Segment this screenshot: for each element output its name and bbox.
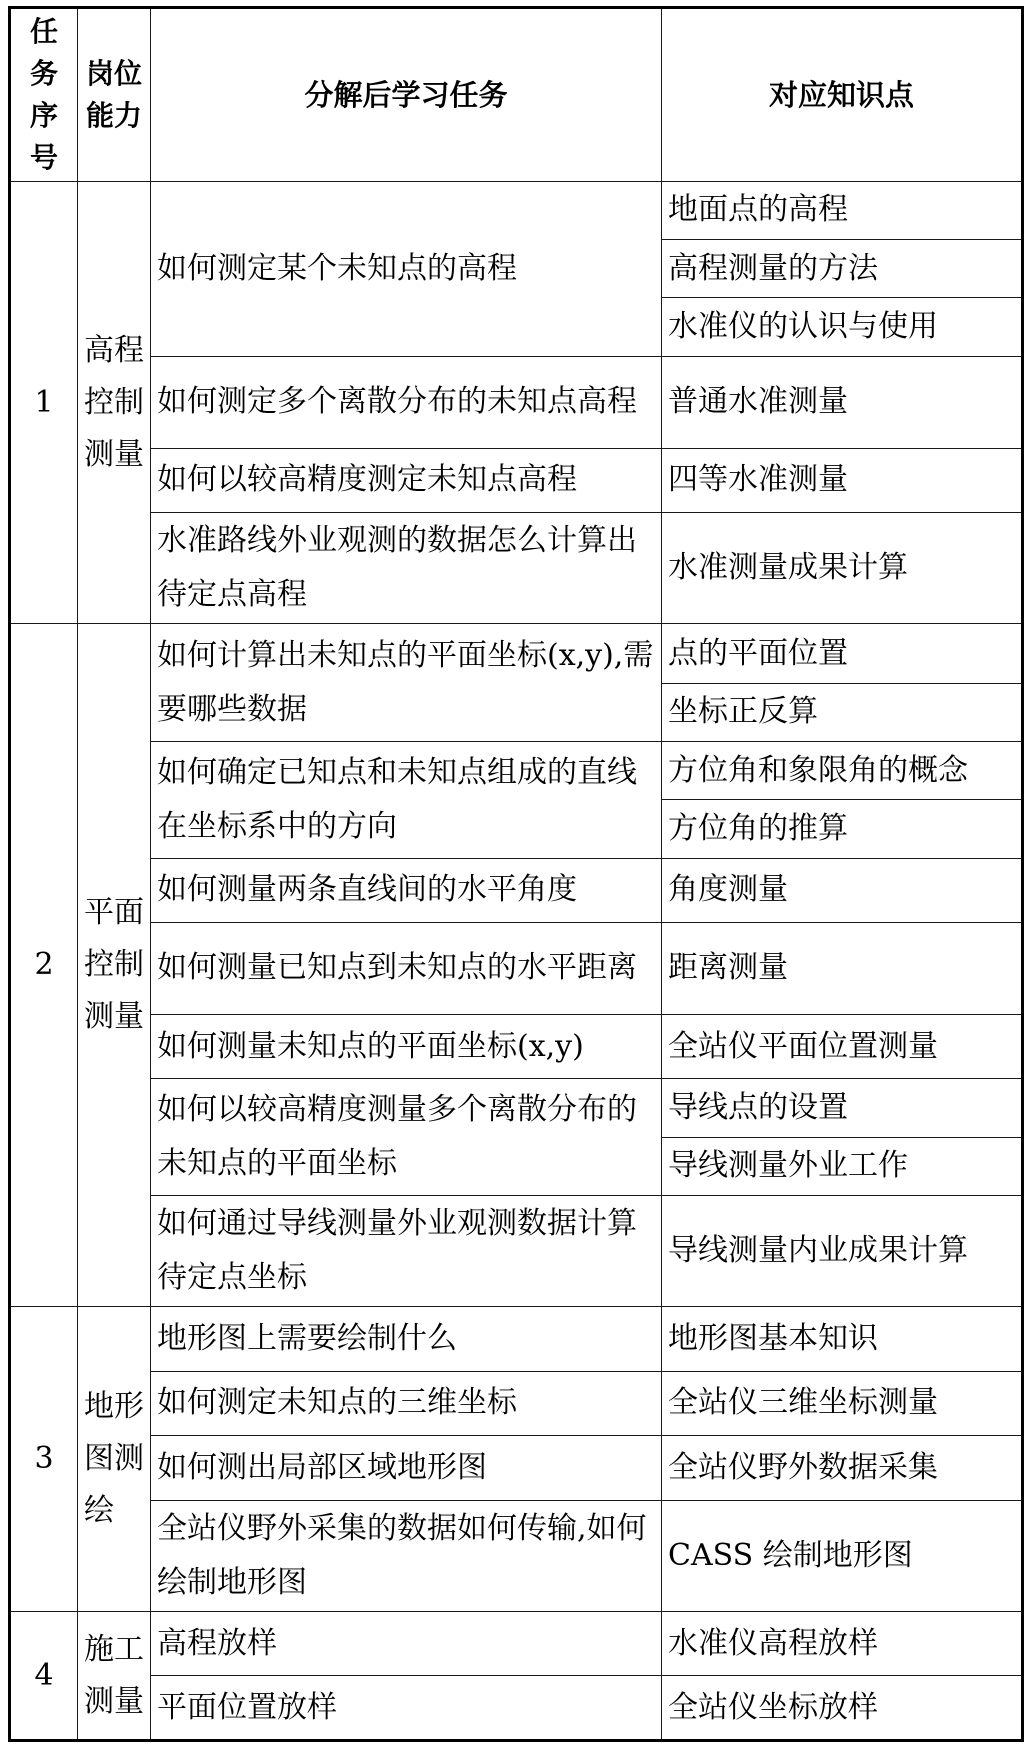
learning-task: 如何测定多个离散分布的未知点高程 <box>151 356 662 448</box>
job-ability-label: 地形图测绘 <box>84 1389 144 1529</box>
job-ability-label: 平面控制测量 <box>84 895 144 1035</box>
table-row <box>10 1195 1023 1306</box>
knowledge-point: 地面点的高程 <box>662 181 1023 239</box>
table-row <box>10 1612 1023 1676</box>
learning-task: 全站仪野外采集的数据如何传输,如何绘制地形图 <box>151 1500 662 1611</box>
knowledge-point: 方位角和象限角的概念 <box>662 742 1023 800</box>
table-row <box>10 356 1023 448</box>
header-knowledge: 对应知识点 <box>662 8 1023 182</box>
learning-task: 如何通过导线测量外业观测数据计算待定点坐标 <box>151 1195 662 1306</box>
learning-task: 如何测量两条直线间的水平角度 <box>151 858 662 922</box>
knowledge-point: 坐标正反算 <box>662 683 1023 741</box>
task-number: 3 <box>10 1307 78 1612</box>
table-row <box>10 858 1023 922</box>
knowledge-point: CASS 绘制地形图 <box>662 1500 1023 1611</box>
table-row <box>10 1307 1023 1371</box>
job-ability-label: 施工测量 <box>84 1631 144 1719</box>
knowledge-point: 导线测量内业成果计算 <box>662 1195 1023 1306</box>
header-ability: 岗位能力 <box>78 8 151 182</box>
task-number: 4 <box>10 1612 78 1741</box>
knowledge-point: 全站仪坐标放样 <box>662 1676 1023 1741</box>
knowledge-point: 全站仪三维坐标测量 <box>662 1371 1023 1435</box>
table-row <box>10 1436 1023 1500</box>
table-row <box>10 624 1023 683</box>
task-number: 2 <box>10 624 78 1307</box>
learning-task: 高程放样 <box>151 1612 662 1676</box>
knowledge-point: 全站仪野外数据采集 <box>662 1436 1023 1500</box>
table-row <box>10 1079 1023 1137</box>
learning-task: 如何测定某个未知点的高程 <box>151 181 662 356</box>
knowledge-point: 四等水准测量 <box>662 448 1023 512</box>
table-row <box>10 1676 1023 1741</box>
table-row <box>10 742 1023 800</box>
table-row <box>10 448 1023 512</box>
learning-task: 平面位置放样 <box>151 1676 662 1741</box>
learning-task: 如何确定已知点和未知点组成的直线在坐标系中的方向 <box>151 742 662 859</box>
learning-task: 如何计算出未知点的平面坐标(x,y),需要哪些数据 <box>151 624 662 742</box>
knowledge-point: 方位角的推算 <box>662 800 1023 858</box>
learning-task: 地形图上需要绘制什么 <box>151 1307 662 1371</box>
knowledge-point: 水准仪高程放样 <box>662 1612 1023 1676</box>
knowledge-point: 水准仪的认识与使用 <box>662 298 1023 356</box>
header-row <box>10 8 1023 182</box>
table-row <box>10 181 1023 239</box>
table-row <box>10 1500 1023 1611</box>
table-row <box>10 922 1023 1014</box>
learning-task: 如何测量未知点的平面坐标(x,y) <box>151 1014 662 1078</box>
job-ability <box>78 181 151 624</box>
task-knowledge-table <box>8 6 1024 1742</box>
knowledge-point: 点的平面位置 <box>662 624 1023 683</box>
job-ability-label: 高程控制测量 <box>84 332 144 472</box>
table-row <box>10 1014 1023 1078</box>
learning-task: 如何测定未知点的三维坐标 <box>151 1371 662 1435</box>
knowledge-point: 水准测量成果计算 <box>662 513 1023 624</box>
job-ability <box>78 1612 151 1741</box>
job-ability <box>78 1307 151 1612</box>
task-number: 1 <box>10 181 78 624</box>
learning-task: 如何测出局部区域地形图 <box>151 1436 662 1500</box>
knowledge-point: 角度测量 <box>662 858 1023 922</box>
learning-task: 如何以较高精度测定未知点高程 <box>151 448 662 512</box>
header-task: 分解后学习任务 <box>151 8 662 182</box>
learning-task: 如何测量已知点到未知点的水平距离 <box>151 922 662 1014</box>
knowledge-point: 导线测量外业工作 <box>662 1137 1023 1195</box>
knowledge-point: 导线点的设置 <box>662 1079 1023 1137</box>
knowledge-point: 距离测量 <box>662 922 1023 1014</box>
job-ability <box>78 624 151 1307</box>
knowledge-point: 全站仪平面位置测量 <box>662 1014 1023 1078</box>
knowledge-point: 地形图基本知识 <box>662 1307 1023 1371</box>
table-row <box>10 1371 1023 1435</box>
learning-task: 如何以较高精度测量多个离散分布的未知点的平面坐标 <box>151 1079 662 1196</box>
knowledge-point: 高程测量的方法 <box>662 240 1023 298</box>
table-row <box>10 513 1023 624</box>
learning-task: 水准路线外业观测的数据怎么计算出待定点高程 <box>151 513 662 624</box>
header-seq: 任务序号 <box>10 8 78 182</box>
knowledge-point: 普通水准测量 <box>662 356 1023 448</box>
